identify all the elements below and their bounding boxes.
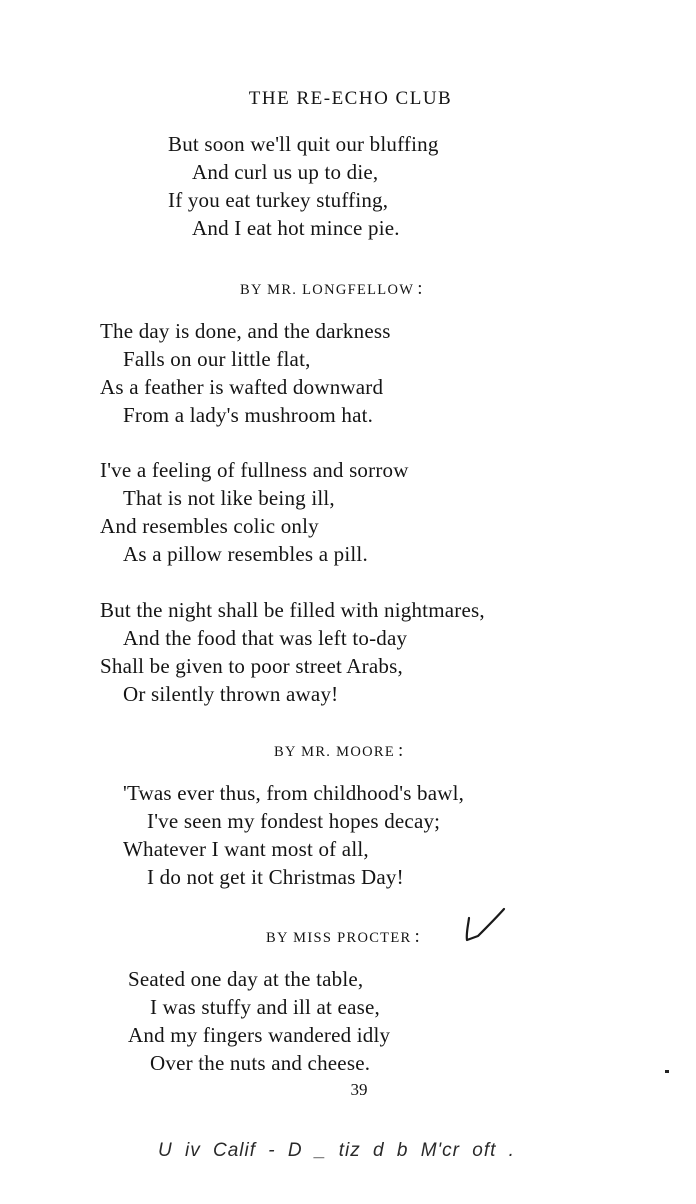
poem-line: Shall be given to poor street Arabs, [100, 654, 403, 678]
poem-line: As a feather is wafted downward [100, 375, 384, 399]
handwritten-checkmark-icon [462, 906, 508, 946]
poem-line: And resembles colic only [100, 514, 319, 538]
byline-colon: : [398, 740, 404, 761]
poem-line: Over the nuts and cheese. [150, 1051, 371, 1075]
poem-line: That is not like being ill, [123, 486, 335, 510]
byline-colon: : [414, 926, 420, 947]
poem-line: And my fingers wandered idly [128, 1023, 391, 1047]
poem-line: And I eat hot mince pie. [192, 216, 400, 240]
running-head: THE RE-ECHO CLUB [248, 88, 453, 109]
poem-line: But soon we'll quit our bluffing [168, 132, 439, 156]
poem-line: And curl us up to die, [192, 160, 379, 184]
poem-line: But the night shall be filled with nightmares, [100, 598, 485, 622]
poem-line: Whatever I want most of all, [123, 837, 369, 861]
poem-line: I was stuffy and ill at ease, [150, 995, 380, 1019]
byline-longfellow [240, 278, 423, 300]
poem-line: From a lady's mushroom hat. [123, 403, 374, 427]
digitization-watermark: U iv Calif - D _ tiz d b M'cr oft . [158, 1140, 515, 1161]
byline-moore [274, 740, 403, 762]
poem-line: I do not get it Christmas Day! [147, 865, 404, 889]
poem-line: And the food that was left to-day [123, 626, 408, 650]
poem-line: I've seen my fondest hopes decay; [147, 809, 441, 833]
byline-colon: : [417, 278, 423, 299]
byline-text: BY MISS PROCTER [266, 930, 412, 946]
poem-line: 'Twas ever thus, from childhood's bawl, [123, 781, 465, 805]
poem-line: Or silently thrown away! [123, 682, 339, 706]
byline-procter [266, 926, 420, 948]
poem-line: Falls on our little flat, [123, 347, 311, 371]
poem-line: As a pillow resembles a pill. [123, 542, 368, 566]
poem-line: The day is done, and the darkness [100, 319, 391, 343]
page-number: 39 [350, 1080, 368, 1099]
poem-line: If you eat turkey stuffing, [168, 188, 389, 212]
poem-line: I've a feeling of fullness and sorrow [100, 458, 409, 482]
scan-speck [665, 1070, 669, 1073]
byline-text: BY MR. LONGFELLOW [240, 282, 415, 298]
byline-text: BY MR. MOORE [274, 744, 396, 760]
poem-line: Seated one day at the table, [128, 967, 364, 991]
